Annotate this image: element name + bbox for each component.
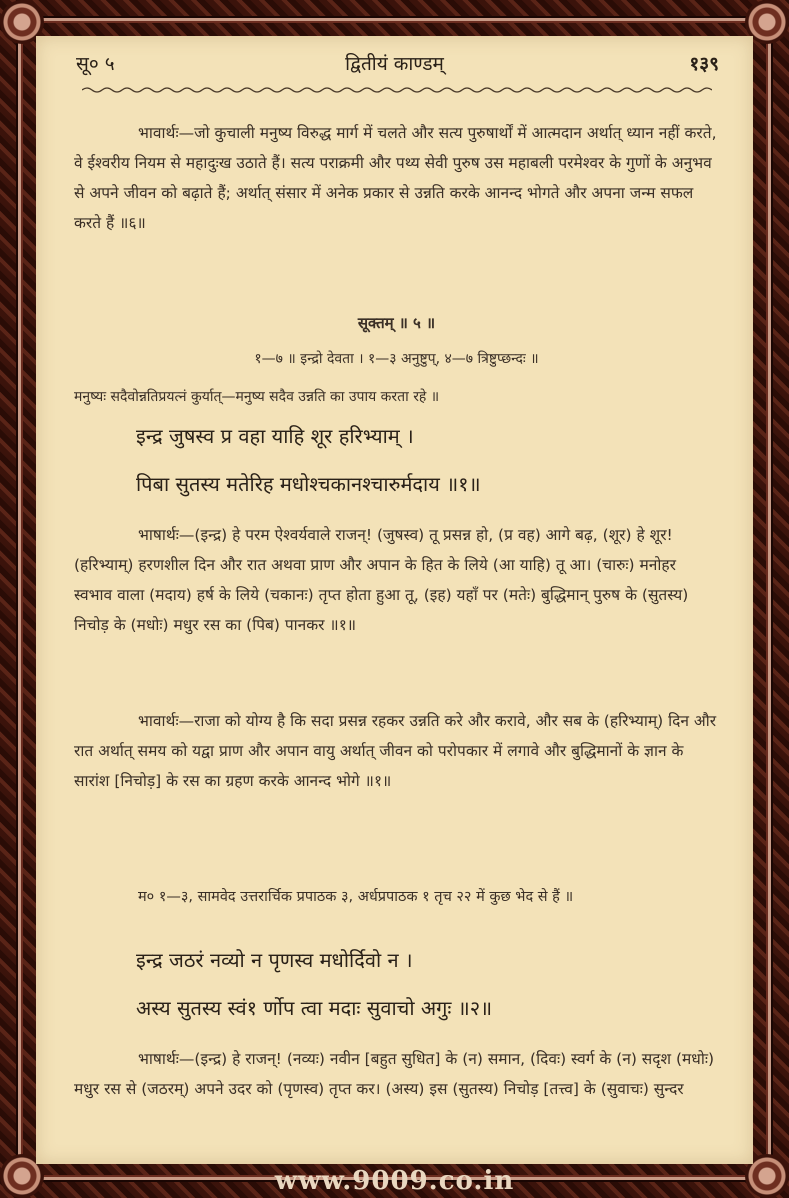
verse-2-line-1: इन्द्र जठरं नव्यो न पृणस्व मधोर्दिवो न । xyxy=(136,948,413,972)
devata-line: १—७ ॥ इन्द्रो देवता । १—३ अनुष्टुप्, ४—७ त्रिष्टुप्छन्दः ॥ xyxy=(254,351,539,367)
book-page xyxy=(36,36,753,1164)
page-header xyxy=(36,50,753,80)
kanda-title: द्वितीयं काण्डम् xyxy=(345,53,444,75)
reference-note: म० १—३, सामवेद उत्तरार्चिक प्रपाठक ३, अर्धप्रपाठक १ तृच २२ में कुछ भेद से हैं ॥ xyxy=(138,889,574,905)
verse-1-line-1: इन्द्र जुषस्व प्र वहा याहि शूर हरिभ्याम् । xyxy=(136,424,414,448)
paragraph-bhashartha-1: भाषार्थः—(इन्द्र) हे परम ऐश्वर्यवाले राजन्! (जुषस्व) तू प्रसन्न हो, (प्र वह) आगे बढ़, (शूर) हे शूर! (हरिभ्याम्) हरणशील दिन और रात अथवा प्राण और अपान के हित के लिये (आ याहि) तू आ। (चारुः) मनोहर स्वभाव वाला (मदाय) हर्ष के लिये (चकानः) तृप्त होता हुआ तू, (इह) यहाँ पर (मतेः) बुद्धिमान् पुरुष के (सुतस्य) निचोड़ के (मधोः) मधुर रस का (पिब) पानकर ॥१॥ xyxy=(74,526,689,634)
subject-line: मनुष्यः सदैवोन्नतिप्रयत्नं कुर्यात्—मनुष्य सदैव उन्नति का उपाय करता रहे ॥ xyxy=(74,389,440,405)
ornamental-rule xyxy=(82,86,712,94)
verse-2-line-2: अस्य सुतस्य स्वं१ र्णोप त्वा मदाः सुवाचो अगुः ॥२॥ xyxy=(136,996,493,1020)
paragraph-bhavartha-6: भावार्थः—जो कुचाली मनुष्य विरुद्ध मार्ग में चलते और सत्य पुरुषार्थों में आत्मदान अर्थात् ध्यान नहीं करते, वे ईश्वरीय नियम से महादुःख उठाते हैं। सत्य पराक्रमी और पथ्य सेवी पुरुष उस महाबली परमेश्वर के गुणों के अनुभव से अपने जीवन को बढ़ाते हैं; अर्थात् संसार में अनेक प्रकार से उन्नति करके आनन्द भोगते और अपना जन्म सफल करते हैं ॥६॥ xyxy=(74,124,717,232)
website-watermark: www.9009.co.in xyxy=(274,1166,515,1196)
page-number: १३९ xyxy=(689,53,719,75)
verse-1-line-2: पिबा सुतस्य मतेरिह मधोश्चकानश्चारुर्मदाय ॥१॥ xyxy=(136,472,481,496)
sukta-number: सू० ५ xyxy=(76,53,115,75)
paragraph-bhashartha-2: भाषार्थः—(इन्द्र) हे राजन्! (नव्यः) नवीन [बहुत सुधित] के (न) समान, (दिवः) स्वर्ग के (न) सदृश (मधोः) मधुर रस से (जठरम्) अपने उदर को (पृणस्व) तृप्त कर। (अस्य) इस (सुतस्य) निचोड़ [तत्त्व] के (सुवाचः) सुन्दर xyxy=(74,1050,715,1098)
paragraph-bhavartha-1: भावार्थः—राजा को योग्य है कि सदा प्रसन्न रहकर उन्नति करे और करावे, और सब के (हरिभ्याम्) दिन और रात अर्थात् समय को यद्वा प्राण और अपान वायु अर्थात् जीवन को परोपकार में लगावे और बुद्धिमानों के ज्ञान के सारांश [निचोड़] के रस का ग्रहण करके आनन्द भोगे ॥१॥ xyxy=(74,712,717,790)
sukta-title: सूक्तम् ॥ ५ ॥ xyxy=(357,314,436,332)
